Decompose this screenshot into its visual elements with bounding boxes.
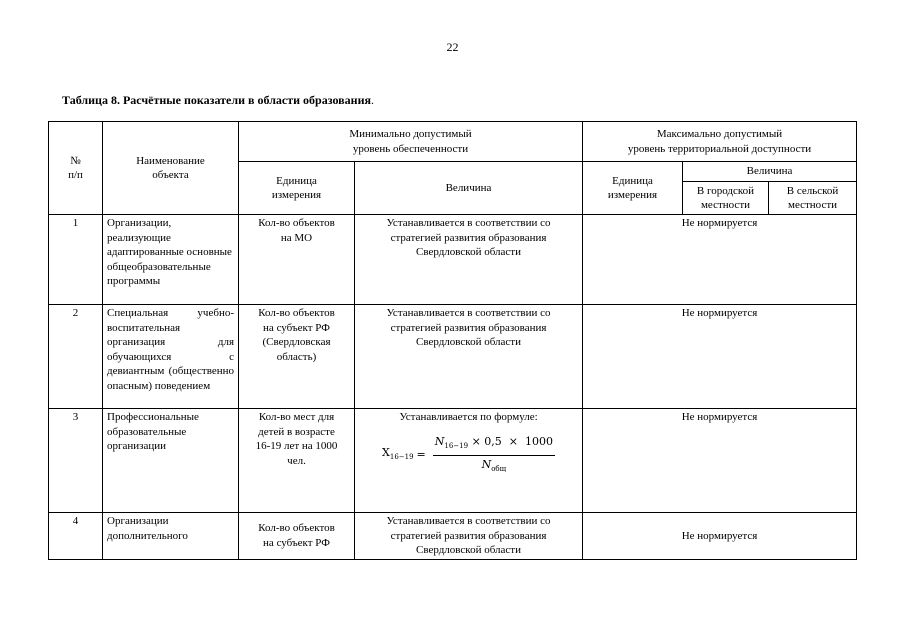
header-min-group: Минимально допустимый уровень обеспеченности [239,122,583,162]
table-caption [62,93,374,108]
formula-denominator [482,456,507,477]
formula-fraction [433,435,555,477]
table-caption-title: Таблица 8. Расчётные показатели в области образования [62,93,371,107]
row-name: Организации, реализующие адаптированные основные общеобразовательные программы [103,215,239,305]
row-name: Организации дополнительного [103,513,239,560]
row-name: Профессиональные образовательные организации [103,409,239,513]
row-max-level: Не нормируется [583,513,857,560]
header-rural: В сельской местности [769,182,857,215]
formula-lhs-sub: 16−19 [389,453,414,462]
row-value: Устанавливается в соответствии со стратегией развития образования Свердловской области [355,305,583,409]
row-num: 4 [49,513,103,560]
page-number: 22 [446,40,459,54]
table-row [49,513,857,560]
header-urban: В городской местности [683,182,769,215]
row-max-level: Не нормируется [583,215,857,305]
formula-num-var: N [434,434,445,448]
header-num: № п/п [49,122,103,215]
table-row [49,305,857,409]
header-unit: Единица измерения [239,162,355,215]
formula-lhs [382,446,414,465]
header-unit-2: Единица измерения [583,162,683,215]
table-row [49,215,857,305]
row-max-level: Не нормируется [583,305,857,409]
row-value-formula-cell [355,409,583,513]
row-unit: Кол-во мест для детей в возрасте 16-19 лет на 1000 чел. [239,409,355,513]
formula-lhs-var: Х [382,446,390,460]
formula-num-sub: 16−19 [444,441,469,450]
header-value-2: Величина [683,162,857,182]
education-indicators-table [48,121,857,560]
header-row-1 [49,122,857,162]
row-num: 1 [49,215,103,305]
row-unit: Кол-во объектов на МО [239,215,355,305]
table-caption-tail: . [370,93,374,107]
row-value: Устанавливается в соответствии со стратегией развития образования Свердловской области [355,513,583,560]
row-value: Устанавливается по формуле: [399,411,538,423]
formula-den-sub: общ [491,465,507,474]
formula-numerator [433,435,555,457]
row-name: Специальная учебно-воспитательная организация для обучающихся с девиантным (общественно опасным) поведением [103,305,239,409]
table-row [49,409,857,513]
header-value: Величина [355,162,583,215]
row-max-level: Не нормируется [583,409,857,513]
row-unit: Кол-во объектов на субъект РФ [239,513,355,560]
row-num: 2 [49,305,103,409]
formula-den-var: N [481,458,492,472]
formula: $Х_{16-19}$ = $\frac{N_{16-19} \times 0,5 \times 1000}{N_{общ}}$ [359,435,578,477]
row-unit: Кол-во объектов на субъект РФ (Свердловская область) [239,305,355,409]
header-name: Наименование объекта [103,122,239,215]
formula-num-rest: × 0,5 × 1000 [468,434,553,448]
row-value: Устанавливается в соответствии со стратегией развития образования Свердловской области [355,215,583,305]
header-max-group: Максимально допустимый уровень территориальной доступности [583,122,857,162]
row-num: 3 [49,409,103,513]
